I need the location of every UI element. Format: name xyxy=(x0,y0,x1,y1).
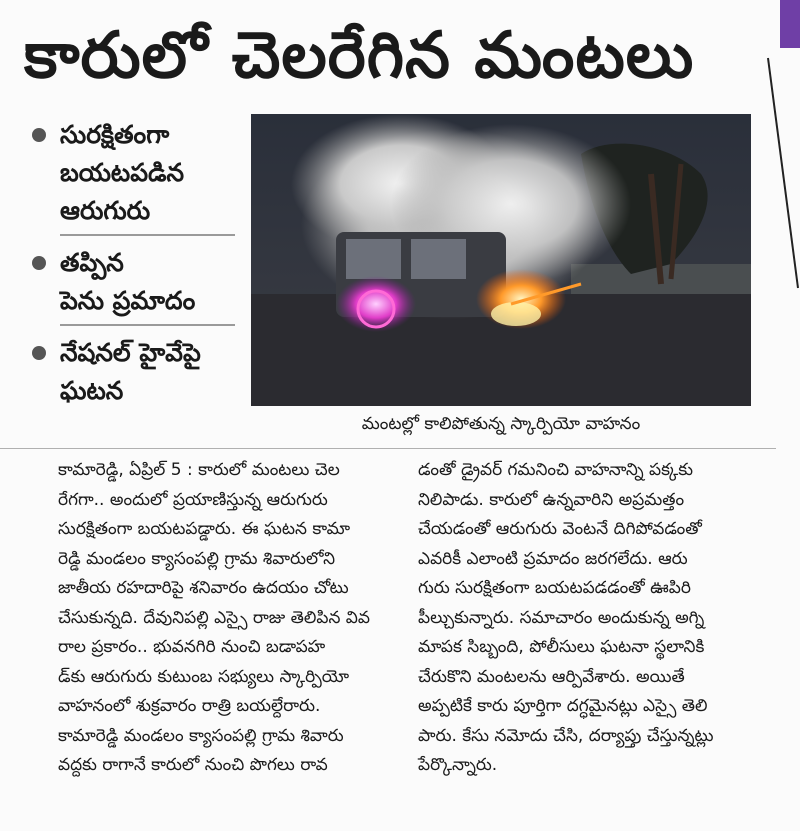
bullet-text: తప్పిన పెను ప్రమాదం xyxy=(60,248,196,315)
article-line: మాపక సిబ్బంది, పోలీసులు ఘటనా స్థలానికి xyxy=(418,637,705,657)
article-column-left xyxy=(58,456,394,781)
article-line: వాహనంలో శుక్రవారం రాత్రి బయల్దేరారు. xyxy=(58,696,321,716)
article-line: ఎవరికీ ఎలాంటి ప్రమాదం జరగలేదు. ఆరు xyxy=(418,548,688,569)
section-color-tab xyxy=(780,0,800,48)
article-line: రాల ప్రకారం.. భువనగిరి నుంచి బడాపహ xyxy=(58,637,326,657)
article-line: పీల్చుకున్నారు. సమాచారం అందుకున్న అగ్ని xyxy=(418,607,705,628)
bullet-text: సురక్షితంగా బయటపడిన ఆరుగురు xyxy=(60,120,185,225)
bullet-divider xyxy=(60,234,235,236)
article-line: నిలిపాడు. కారులో ఉన్నవారిని అప్రమత్తం xyxy=(418,489,685,510)
bullet-dot-icon xyxy=(32,256,46,270)
article-line: చేయడంతో ఆరుగురు వెంటనే దిగిపోవడంతో xyxy=(418,519,702,539)
bullet-dot-icon xyxy=(32,128,46,142)
article-line: డంతో డ్రైవర్ గమనించి వాహనాన్ని పక్కకు xyxy=(418,460,693,480)
headline: కారులో చెలరేగిన మంటలు xyxy=(24,19,695,93)
bullet-divider xyxy=(60,324,235,326)
bullet-item xyxy=(30,244,230,326)
bullet-dot-icon xyxy=(32,346,46,360)
article-line: చేరుకొని మంటలను ఆర్పివేశారు. అయితే xyxy=(418,666,685,687)
article-line: పారు. కేసు నమోదు చేసి, దర్యాప్తు చేస్తున్నట్లు xyxy=(418,725,714,746)
article-line: చేసుకున్నది. దేవునిపల్లి ఎస్సై రాజు తెలిపిన వివ xyxy=(58,607,370,628)
divider xyxy=(0,448,776,449)
article-line: అప్పటికే కారు పూర్తిగా దగ్ధమైనట్లు ఎస్సై తెలి xyxy=(418,696,708,716)
article-line: వద్దకు రాగానే కారులో నుంచి పొగలు రావ xyxy=(58,755,328,775)
bullet-item xyxy=(30,116,230,236)
article-line: రేగగా.. అందులో ప్రయాణిస్తున్న ఆరుగురు xyxy=(58,489,328,510)
burning-car-photo xyxy=(251,114,751,406)
highlight-bullets xyxy=(30,116,230,418)
article-line: పేర్కొన్నారు. xyxy=(418,755,498,775)
article-line: గురు సురక్షితంగా బయటపడడంతో ఊపిరి xyxy=(418,578,691,598)
article-line: కామారెడ్డి, ఏప్రిల్ 5 : కారులో మంటలు చెల xyxy=(58,460,340,480)
article-column-right xyxy=(418,456,762,781)
article-line: జాతీయ రహదారిపై శనివారం ఉదయం చోటు xyxy=(58,578,349,598)
bullet-item xyxy=(30,334,230,410)
article-line: డ్‌కు ఆరుగురు కుటుంబ సభ్యులు స్కార్పియో xyxy=(58,666,350,687)
article-line: కామారెడ్డి మండలం క్యాసంపల్లి గ్రామ శివారు xyxy=(58,725,344,746)
article-line: సురక్షితంగా బయటపడ్డారు. ఈ ఘటన కామా xyxy=(58,519,351,539)
bullet-text: నేషనల్ హైవేపై ఘటన xyxy=(60,338,201,405)
photo-caption: మంటల్లో కాలిపోతున్న స్కార్పియో వాహనం xyxy=(361,414,641,434)
article-line: రెడ్డి మండలం క్యాసంపల్లి గ్రామ శివారులోని xyxy=(58,548,336,569)
